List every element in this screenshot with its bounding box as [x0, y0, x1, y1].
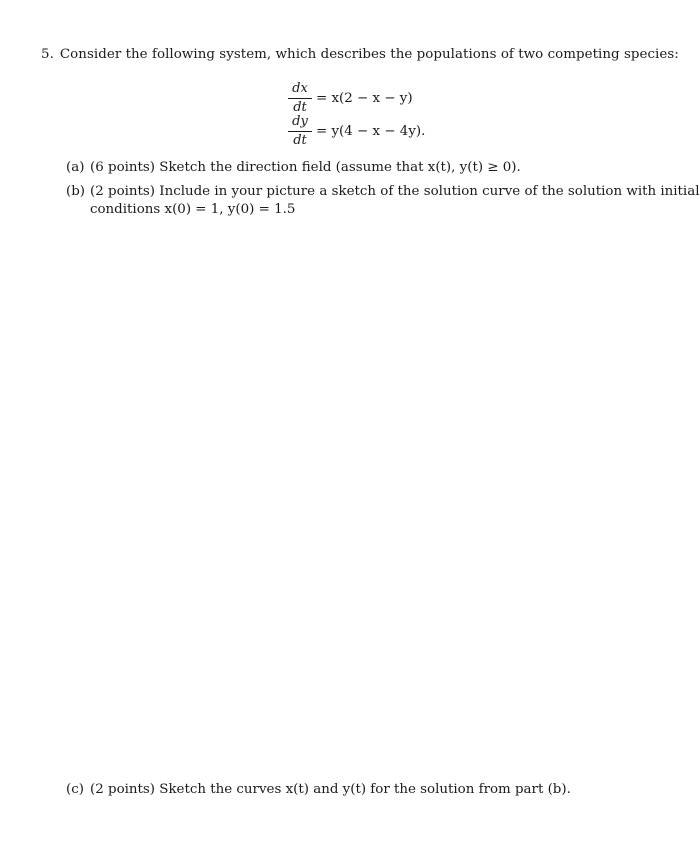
- fraction-dx-dt: [288, 82, 312, 115]
- part-c-text: (2 points) Sketch the curves x(t) and y(t) for the solution from part (b).: [90, 782, 571, 797]
- part-a: [66, 159, 521, 177]
- part-a-label: (a): [66, 160, 85, 175]
- part-b-text-line2: conditions x(0) = 1, y(0) = 1.5: [90, 202, 296, 217]
- part-c: [66, 781, 571, 799]
- fraction-dy-dt: [288, 115, 312, 148]
- part-b-label: (b): [66, 184, 86, 199]
- equation-dx-dt: [288, 80, 413, 116]
- problem-number: 5.: [41, 47, 54, 62]
- part-a-text: (6 points) Sketch the direction field (assume that x(t), y(t) ≥ 0).: [90, 160, 521, 175]
- problem-statement: [41, 47, 679, 62]
- fraction-denominator: dt: [293, 99, 307, 115]
- fraction-denominator: dt: [293, 132, 307, 148]
- fraction-bar: [288, 98, 312, 99]
- fraction-numerator: dx: [292, 80, 308, 96]
- equation-dy-dt: [288, 113, 425, 149]
- fraction-numerator: dy: [292, 113, 308, 129]
- part-b-text-line1: (2 points) Include in your picture a sketch of the solution curve of the solution with initial: [90, 184, 700, 199]
- fraction-bar: [288, 131, 312, 132]
- part-c-label: (c): [66, 782, 84, 797]
- equation-rhs: = y(4 − x − 4y).: [316, 123, 426, 139]
- part-b: [66, 183, 700, 217]
- problem-intro-text: Consider the following system, which describes the populations of two competing species:: [59, 47, 679, 62]
- equation-rhs: = x(2 − x − y): [316, 90, 413, 106]
